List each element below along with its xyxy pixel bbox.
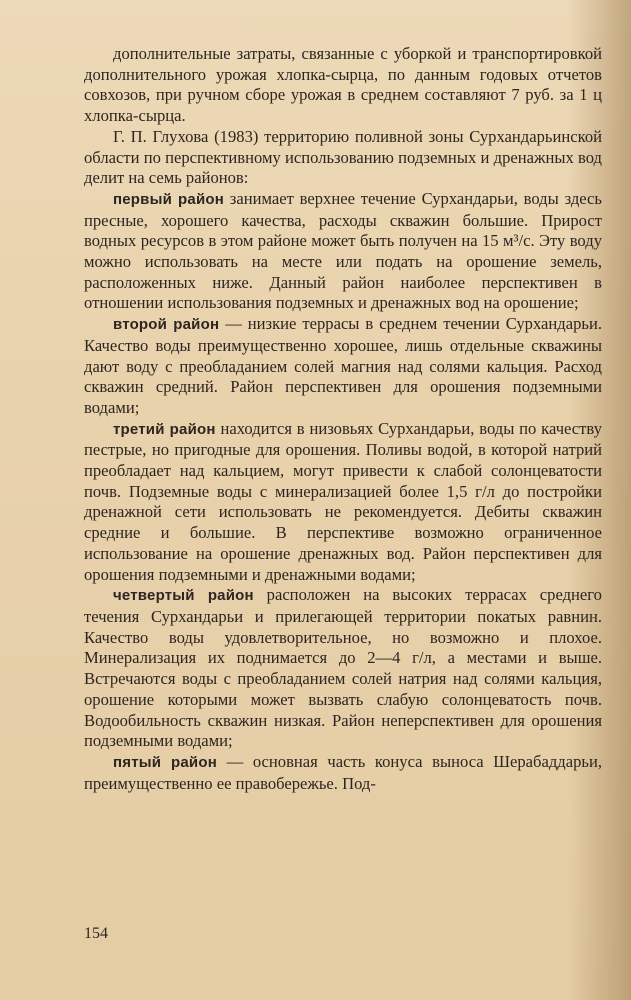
paragraph-region-5 (84, 752, 602, 794)
paragraph-region-2 (84, 314, 602, 419)
region-5-text: — основная часть конуса выноса Шерабаддарьи, преимущественно ее правобережье. Под- (84, 751, 602, 793)
region-1-text: занимает верхнее течение Сурхандарьи, воды здесь пресные, хорошего качества, расходы скважин большие. Прирост водных ресурсов в этом районе может быть получен на 15 м³/с. Эту воду можно использовать на месте или подать на орошение земель, расположенных ниже. Данный район наиболее перспективен в отношении использования подземных и дренажных вод на орошение; (84, 188, 602, 313)
paragraph-region-4 (84, 585, 602, 752)
page-text (84, 44, 602, 794)
paragraph-region-1 (84, 189, 602, 314)
paragraph-region-3 (84, 419, 602, 586)
region-4-text: расположен на высоких террасах среднего течения Сурхандарьи и прилегающей территории покатых равнин. Качество воды удовлетворительное, но возможно и плохое. Минерализация их поднимается до 2—4 г/л, а местами и выше. Встречаются воды с преобладанием солей натрия над солями кальция, орошение которыми может вызвать слабую солонцеватость почв. Водообильность скважин низкая. Район неперспективен для орошения подземными водами; (84, 585, 602, 751)
region-2-term: второй район (113, 316, 220, 334)
paragraph-1-text: дополнительные затраты, связанные с уборкой и транспортировкой дополнительного урожая хлопка-сырца, по данным годовых отчетов совхозов, при ручном сборе урожая в среднем составляют 7 руб. за 1 ц хлопка-сырца. (84, 44, 602, 126)
region-4-term: четвертый район (113, 587, 254, 605)
region-2-text: — низкие террасы в среднем течении Сурхандарьи. Качество воды преимущественно хорошее, лишь отдельные скважины дают воду с преобладанием солей магния над солями кальция. Расход скважин средний. Район перспективен для орошения подземными водами; (84, 314, 602, 417)
region-1-term: первый район (113, 190, 224, 208)
page-number: 154 (84, 925, 108, 942)
region-3-text: находится в низовьях Сурхандарьи, воды по качеству пестрые, но пригодные для орошения. Поливы водой, в которой натрий преобладает над кальцием, могут привести к слабой солонцеватости почв. Подземные воды с минерализацией более 1,5 г/л до постройки дренажной сети использовать не рекомендуется. Дебиты скважин средние и большие. В перспективе возможно ограниченное использование на орошение дренажных вод. Район перспективен для орошения подземными и дренажными водами; (84, 418, 602, 584)
region-3-term: третий район (113, 420, 216, 438)
paragraph-1 (84, 44, 602, 127)
paragraph-2 (84, 127, 602, 189)
paragraph-2-text: Г. П. Глухова (1983) территорию поливной зоны Сурхандарьинской области по перспективному использованию подземных и дренажных вод делит на семь районов: (84, 126, 602, 188)
region-5-term: пятый район (113, 753, 217, 771)
